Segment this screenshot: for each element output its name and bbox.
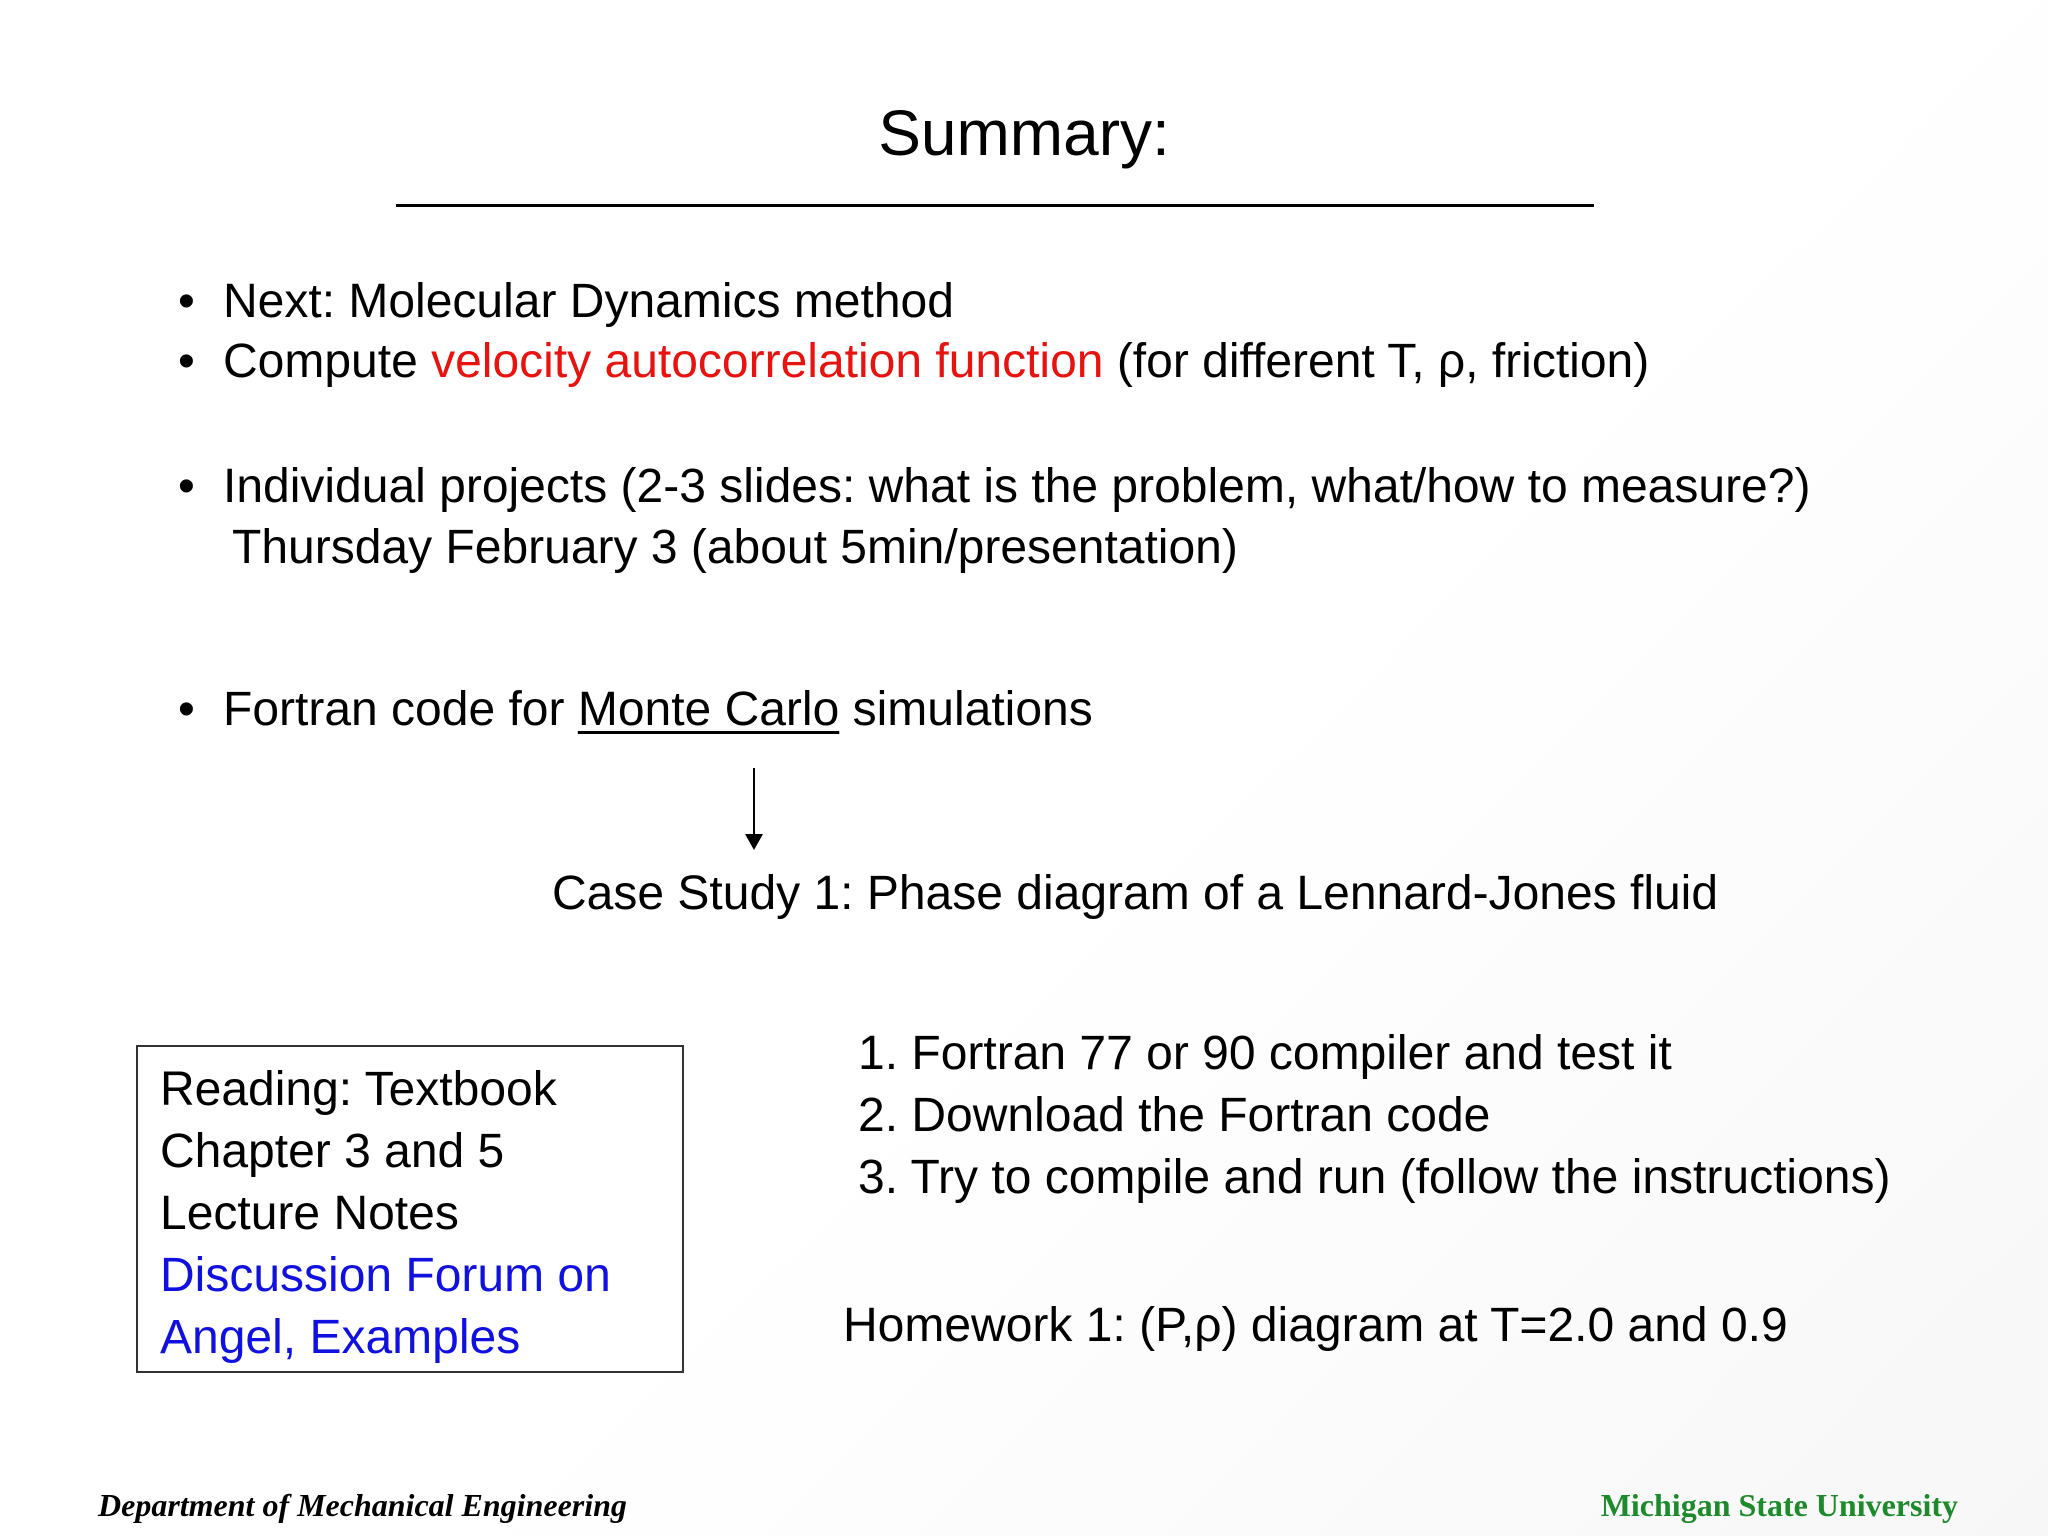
bullet-next-text: Next: Molecular Dynamics method xyxy=(223,275,954,328)
bullet-next xyxy=(178,273,954,331)
bullet-dot: • xyxy=(178,683,195,736)
slide-title: Summary: xyxy=(878,97,1170,169)
bullet-compute-prefix: Compute xyxy=(223,335,432,388)
reading-line: Lecture Notes xyxy=(160,1187,459,1240)
projects-detail: Thursday February 3 (about 5min/presentation) xyxy=(232,521,1238,574)
footer-department: Department of Mechanical Engineering xyxy=(98,1487,627,1523)
reading-line: Reading: Textbook xyxy=(160,1063,557,1116)
bullet-fortran xyxy=(178,681,1093,739)
bullet-compute-suffix: (for different T, ρ, friction) xyxy=(1103,335,1650,388)
reading-highlight-line: Discussion Forum on xyxy=(160,1249,611,1302)
bullet-dot: • xyxy=(178,275,195,328)
homework: Homework 1: (P,ρ) diagram at T=2.0 and 0.9 xyxy=(843,1299,1788,1352)
footer-university: Michigan State University xyxy=(1600,1487,1958,1523)
steps-list xyxy=(858,1023,1890,1209)
title-underline xyxy=(396,204,1594,207)
reading-box xyxy=(136,1045,684,1373)
case-study: Case Study 1: Phase diagram of a Lennard-Jones fluid xyxy=(552,867,1719,920)
step-item: 2. Download the Fortran code xyxy=(858,1089,1491,1142)
bullet-compute xyxy=(178,333,1649,391)
bullet-fortran-prefix: Fortran code for xyxy=(223,683,578,736)
velocity-autocorrelation-highlight: velocity autocorrelation function xyxy=(431,335,1104,388)
step-item: 3. Try to compile and run (follow the instructions) xyxy=(858,1151,1891,1204)
reading-line: Chapter 3 and 5 xyxy=(160,1125,505,1178)
reading-highlight-line: Angel, Examples xyxy=(160,1311,521,1364)
down-arrow-icon xyxy=(753,768,755,850)
bullet-dot: • xyxy=(178,460,195,513)
bullet-fortran-suffix: simulations xyxy=(839,683,1093,736)
bullet-dot: • xyxy=(178,335,195,388)
bullet-projects xyxy=(178,458,1810,516)
bullet-projects-text: Individual projects (2-3 slides: what is the problem, what/how to measure?) xyxy=(223,460,1811,513)
step-item: 1. Fortran 77 or 90 compiler and test it xyxy=(858,1027,1672,1080)
monte-carlo-link[interactable]: Monte Carlo xyxy=(577,683,840,736)
